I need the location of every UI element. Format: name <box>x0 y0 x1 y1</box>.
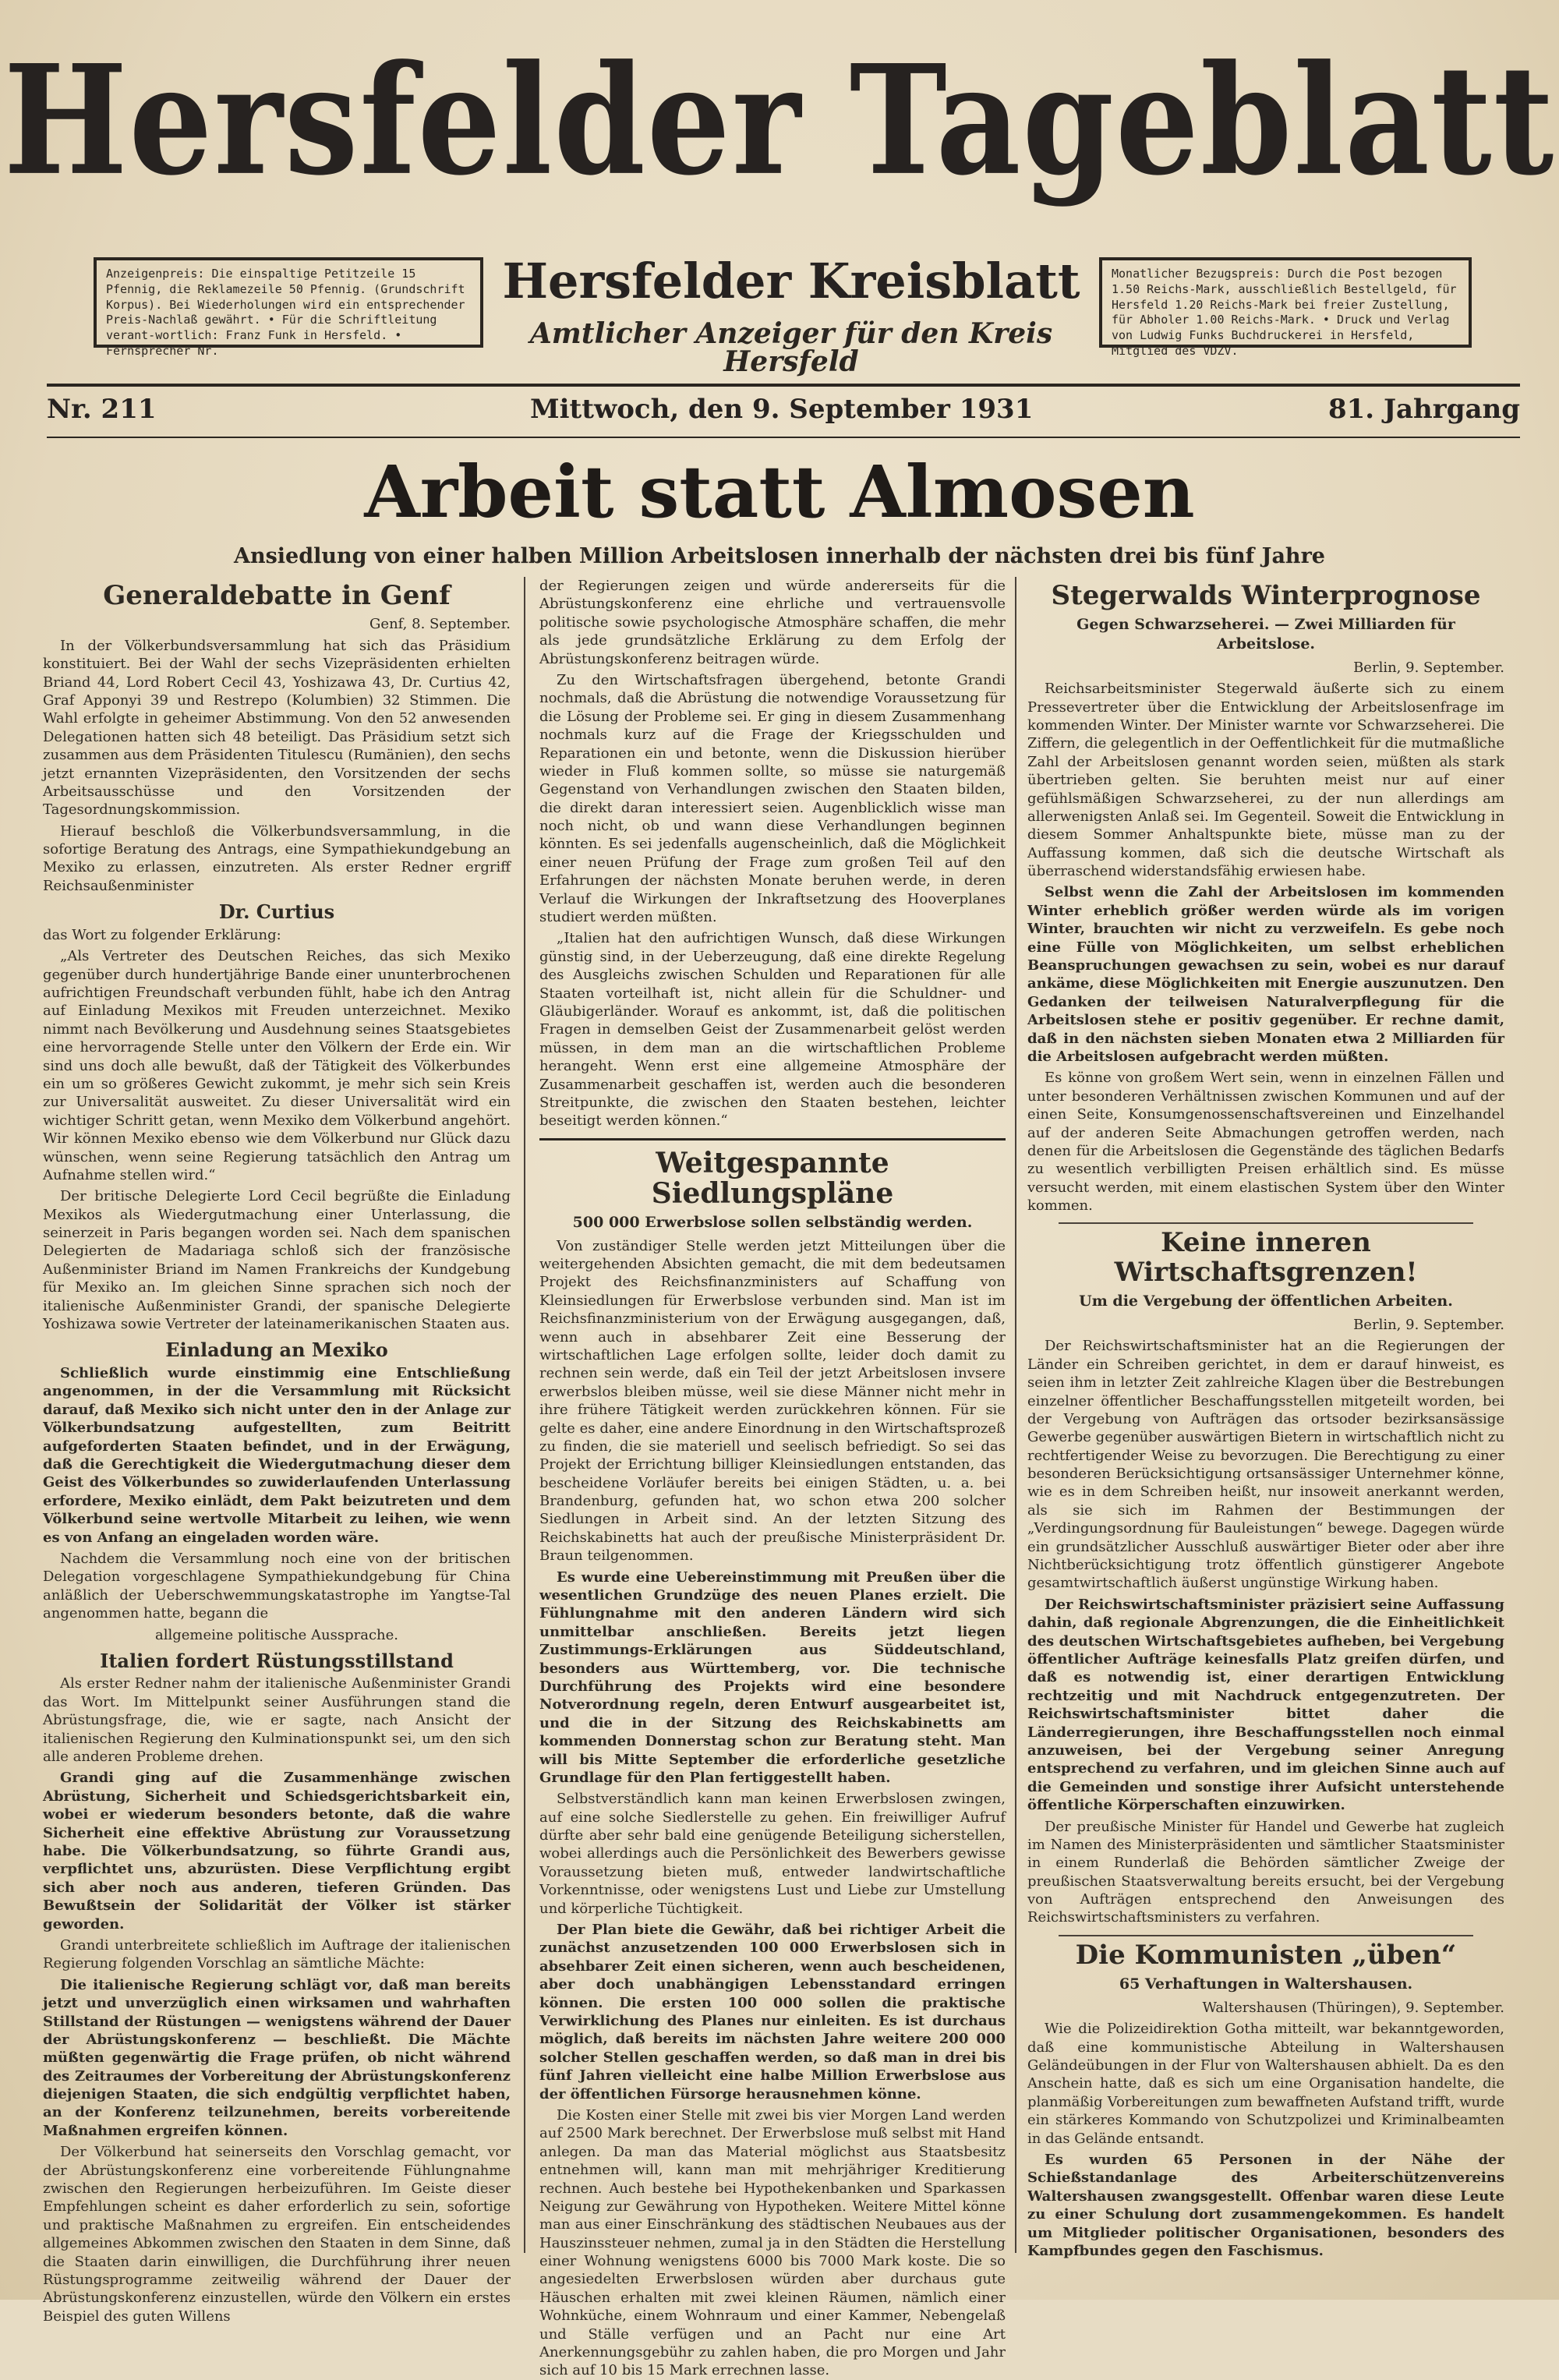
article-separator <box>1059 1935 1473 1936</box>
lead-subhead: Ansiedlung von einer halben Million Arbeitslosen innerhalb der nächsten drei bis fünf Jahre <box>234 544 1325 568</box>
article-paragraph: der Regierungen zeigen und würde andererseits für die Abrüstungskonferenz eine ehrliche und vertrauensvolle politische sowie psychologische Atmosphäre schaffen, die mehr als jede grundsätzliche Erklärung zu dem Erfolg der Abrüstungskonferenz beitragen würde. <box>539 578 1006 667</box>
article-paragraph: Der preußische Minister für Handel und Gewerbe hat zugleich im Namen des Ministerpräsidenten und sämtlicher Staatsminister in einem Runderlaß die Behörden sämtlicher Zweige der preußischen Staatsverwaltung bereits ersucht, bei der Vergebung von Aufträgen entsprechend den Anweisungen des Reichswirtschaftsministers zu verfahren. <box>1027 1818 1504 1926</box>
column-1 <box>43 577 511 2325</box>
article-paragraph: Schließlich wurde einstimmig eine Entschließung angenommen, in der die Versammlung mit Rücksicht darauf, daß Mexiko sich nicht unter den in der Anlage zur Völkerbundsatzung aufgestellten, zum Beitritt aufgeforderten Staaten befindet, und in der Erwägung, daß die Gerechtigkeit die Wiedergutmachung dieser dem Geist des Völkerbundes so zuwiderlaufenden Unterlassung erfordere, Mexiko einlädt, dem Pakt beizutreten und dem Völkerbund seine wertvolle Mitarbeit zu leihen, wie wenn es von Anfang an eingeladen worden wäre. <box>43 1365 511 1546</box>
article-headline: Weitgespannte Siedlungspläne <box>539 1138 1006 1210</box>
subscription-price-box-right: Monatlicher Bezugspreis: Durch die Post bezogen 1.50 Reichs-Mark, ausschließlich Bestellgeld, für Hersfeld 1.20 Reichs-Mark bei freier Zustellung, für Abholer 1.00 Reichs-Mark. • Druck und Verlag von Ludwig Funks Buchdruckerei in Hersfeld, Mitglied des VDZV. <box>1099 257 1472 348</box>
anzeiger-subtitle: Amtlicher Anzeiger für den Kreis Hersfeld <box>529 317 1053 378</box>
article-paragraph: das Wort zu folgender Erklärung: <box>43 926 281 943</box>
article-paragraph: „Italien hat den aufrichtigen Wunsch, daß diese Wirkungen günstig sind, in der Ueberzeugung, daß eine direkte Regelung des Ausgleichs zwischen Schulden und Reparationen für alle Staaten vorteilhaft ist, nicht allein für die Schuldner- und Gläubigerländer. Worauf es ankommt, ist, daß die politischen Fragen in demselben Geist der Zusammenarbeit gelöst werden müssen, in dem man an die wirtschaftlichen Probleme herangeht. Wenn erst eine allgemeine Atmosphäre der Zusammenarbeit geschaffen ist, werden auch die besonderen Streitpunkte, die zwischen den Staaten bestehen, leichter beseitigt werden können.“ <box>539 930 1006 1130</box>
article-kicker: 500 000 Erwerbslose sollen selbständig werden. <box>572 1213 973 1231</box>
article-dateline: Berlin, 9. September. <box>1353 659 1504 676</box>
article-paragraph: Der Völkerbund hat seinerseits den Vorschlag gemacht, vor der Abrüstungskonferenz eine vorbereitende Fühlungnahme zwischen den Regierungen herbeizuführen. Im Geiste dieser Empfehlungen scheint es daher erforderlich zu sein, sofortige und praktische Maßnahmen zu ergreifen. Ein entscheidendes allgemeines Abkommen zwischen den Staaten in dem Sinne, daß die Staaten darin einwilligen, die Durchführung ihrer neuen Rüstungsprogramme zeitweilig während der Dauer der Abrüstungskonferenz einzustellen, würde den Völkern ein erstes Beispiel des guten Willens <box>43 2144 511 2325</box>
article-paragraph: Der britische Delegierte Lord Cecil begrüßte die Einladung Mexikos als Wiedergutmachung einer Unterlassung, die seinerzeit in Paris begangen worden sei. Nach dem spanischen Delegierten de Madariaga schloß sich der französische Außenminister Briand im Namen Frankreichs der Kundgebung für Mexiko an. Im gleichen Sinne sprachen sich noch der italienische Außenminister Grandi, der spanische Delegierte Yoshizawa sowie Vertreter der lateinamerikanischen Staaten aus. <box>43 1188 511 1333</box>
column-2 <box>539 577 1006 2379</box>
article-dateline: Waltershausen (Thüringen), 9. September. <box>1202 1999 1504 2016</box>
article-paragraph: Hierauf beschloß die Völkerbundsversammlung, in die sofortige Beratung des Antrags, eine Sympathiekundgebung an Mexiko zu erlassen, einzutreten. Als erster Redner ergriff Reichsaußenminister <box>43 822 511 894</box>
article-headline: Stegerwalds Winterprognose <box>1051 580 1481 611</box>
article-paragraph: Als erster Redner nahm der italienische Außenminister Grandi das Wort. Im Mittelpunkt seiner Ausführungen stand die Abrüstungsfrage, die, wie er sagte, nach Ansicht der italienischen Regierung den Kulminationspunkt sei, um den sich alle anderen Probleme drehen. <box>43 1675 511 1766</box>
article-paragraph: Wie die Polizeidirektion Gotha mitteilt, war bekanntgeworden, daß eine kommunistische Abteilung in Waltershausen Geländeübungen in der Flur von Waltershausen abhielt. Da es den Anschein hatte, daß es sich um eine Organisation handelte, die planmäßig Vorbereitungen zum bewaffneten Aufstand trifft, wurde ein stärkeres Kommando von Schutzpolizei und Kriminalbeamten in das Gelände entsandt. <box>1027 2021 1504 2147</box>
article-headline: Keine inneren Wirtschaftsgrenzen! <box>1114 1227 1418 1288</box>
article-kicker: Um die Vergebung der öffentlichen Arbeiten. <box>1079 1293 1453 1310</box>
article-headline: Generaldebatte in Genf <box>103 580 451 611</box>
article-paragraph: allgemeine politische Aussprache. <box>155 1626 398 1643</box>
article-kicker: 65 Verhaftungen in Waltershausen. <box>1119 1975 1413 1993</box>
lead-headline: Arbeit statt Almosen <box>364 450 1195 534</box>
article-dateline: Berlin, 9. September. <box>1353 1316 1504 1333</box>
masthead-title: Hersfelder Tageblatt <box>3 31 1556 209</box>
dateline <box>47 394 1520 433</box>
article-paragraph: Nachdem die Versammlung noch eine von der britischen Delegation vorgeschlagene Sympathiekundgebung für China anläßlich der Ueberschwemmungskatastrophe im Yangtse-Tal angenommen hatte, begann die <box>43 1550 511 1622</box>
ad-price-box-left: Anzeigenpreis: Die einspaltige Petitzeile 15 Pfennig, die Reklamezeile 50 Pfennig. (Grundschrift Korpus). Bei Wiederholungen wird ein entsprechender Preis-Nachlaß gewährt. • Für die Schriftleitung verant-wortlich: Franz Funk in Hersfeld. • Fernsprecher Nr. <box>94 257 483 348</box>
article-paragraph: Es wurde eine Uebereinstimmung mit Preußen über die wesentlichen Grundzüge des neuen Planes erzielt. Die Fühlungnahme mit den anderen Ländern wird sich unmittelbar anschließen. Bereits jetzt liegen Zustimmungs-Erklärungen aus Süddeutschland, besonders aus Württemberg, vor. Die technische Durchführung des Projekts wird eine besondere Notverordnung regeln, deren Entwurf ausgearbeitet ist, und die in der Sitzung des Reichskabinetts am kommenden Donnerstag schon zur Beratung steht. Man will bis Mitte September die erforderliche gesetzliche Grundlage für den Plan fertiggestellt haben. <box>539 1568 1006 1786</box>
article-paragraph: Grandi unterbreitete schließlich im Auftrage der italienischen Regierung folgenden Vorschlag an sämtliche Mächte: <box>43 1936 511 1972</box>
article-paragraph: „Als Vertreter des Deutschen Reiches, das sich Mexiko gegenüber durch hundertjährige Bande einer ununterbrochenen aufrichtigen Freundschaft verbunden fühlt, habe ich den Antrag auf Einladung Mexikos mit Freuden unterzeichnet. Mexiko nimmt nach Bevölkerung und Ausdehnung seines Staatsgebietes eine hervorragende Stelle unter den Völkern der Erde ein. Wir sind uns doch alle bewußt, daß der Tätigkeit des Völkerbundes ein um so größeres Gewicht zukommt, je mehr sich sein Kreis zur Universalität ausweitet. Zu dieser Universalität wird ein wichtiger Schritt getan, wenn Mexiko dem Völkerbund angehört. Wir können Mexiko ebenso wie dem Völkerbund nur Glück dazu wünschen, wenn seine Regierung tatsächlich den Antrag um Aufnahme stellen wird.“ <box>43 948 511 1183</box>
volume-number: 81. Jahrgang <box>1327 394 1520 425</box>
article-headline: Die Kommunisten „üben“ <box>1075 1939 1457 1971</box>
article-paragraph: Von zuständiger Stelle werden jetzt Mitteilungen über die weitergehenden Absichten gemacht, die mit dem bedeutsamen Projekt des Reichsfinanzministers auf Schaffung von Kleinsiedlungen für Erwerbslose verbunden sind. Man ist im Reichsfinanzministerium von der Erwägung ausgegangen, daß, wenn auch in absehbarer Zeit eine Besserung der wirtschaftlichen Lage erfolgen sollte, leider doch damit zu rechnen sein werde, daß ein Teil der jetzt Arbeitslosen invsere erwerbslos bleiben müsse, weil sie diese Männer nicht mehr in ihre frühere Tätigkeit werden zurückkehren können. Für sie gelte es daher, eine andere Einordnung in den Wirtschaftsprozeß zu finden, die sie materiell und seelisch befriedigt. So sei das Projekt der Errichtung billiger Kleinsiedlungen entstanden, das bescheidene Vorläufer bereits bei einigen Städten, u. a. bei Brandenburg, gefunden hat, wo schon etwa 200 solcher Siedlungen in Arbeit sind. An der letzten Sitzung des Reichskabinetts hat auch der preußische Ministerpräsident Dr. Braun teilgenommen. <box>539 1237 1006 1565</box>
article-paragraph: Es wurden 65 Personen in der Nähe der Schießstandanlage des Arbeiterschützenvereins Waltershausen zwangsgestellt. Offenbar waren diese Leute zu einer Schulung dort zusammengekommen. Es handelt um Mitglieder politischer Organisationen, besonders des Kampfbundes gegen den Faschismus. <box>1027 2152 1504 2259</box>
article-paragraph: Zu den Wirtschaftsfragen übergehend, betonte Grandi nochmals, daß die Abrüstung die notwendige Voraussetzung für die Lösung der Probleme sei. Er ging in diesem Zusammenhang nochmals kurz auf die Frage der Kriegsschulden und Reparationen ein und betonte, wenn die Diskussion hierüber wieder in Fluß kommen sollte, so müsse sie naturgemäß Gegenstand von Verhandlungen zwischen den Staaten bilden, die direkt daran interessiert seien. Augenblicklich wisse man noch nicht, ob und wann diese Verhandlungen beginnen könnten. Es sei jedenfalls augenscheinlich, daß die Möglichkeit einer neuen Prüfung der Frage zum großen Teil auf den Erfahrungen der nächsten Monate beruhen werde, in deren Verlauf die Wirkungen der Inkraftsetzung des Hooverplanes studiert werden müßten. <box>539 671 1006 926</box>
issue-number: Nr. 211 <box>47 394 157 425</box>
article-dateline: Genf, 8. September. <box>369 616 511 633</box>
column-divider <box>524 577 525 2253</box>
article-subheading: Italien fordert Rüstungsstillstand <box>100 1649 454 1672</box>
column-3 <box>1027 577 1504 2259</box>
kreisblatt-title: Hersfelder Kreisblatt <box>502 253 1080 309</box>
article-paragraph: Der Reichswirtschaftsminister hat an die Regierungen der Länder ein Schreiben gerichtet, in dem er darauf hinweist, es seien ihm in letzter Zeit zahlreiche Klagen über die Bestrebungen einzelner öffentlicher Beschaffungsstellen mitgeteilt worden, bei der Vergebung von Aufträgen das ortsoder bezirksansässige Gewerbe gegenüber auswärtigen Bietern in wirtschaftlich nicht zu rechtfertigender Weise zu bevorzugen. Die Berechtigung zu einer besonderen Berücksichtigung ortsansässiger Unternehmer könne, wie es in dem Schreiben heißt, nur insoweit anerkannt werden, als sie sich im Rahmen der Bestimmungen der „Verdingungsordnung für Bauleistungen“ bewege. Dagegen würde ein grundsätzlicher Ausschluß auswärtiger Bieter oder aber ihre Nichtberücksichtigung trotz öffentlich günstigerer Angebote gesamtwirtschaftlich äußerst ungünstige Wirkung haben. <box>1027 1338 1504 1592</box>
dateline-rule <box>47 437 1520 438</box>
article-paragraph: Der Reichswirtschaftsminister präzisiert seine Auffassung dahin, daß regionale Abgrenzungen, die die Einheitlichkeit des deutschen Wirtschaftsgebietes aufheben, bei Vergebung öffentlicher Aufträge keinesfalls Platz greifen dürfen, und daß es notwendig ist, einer derartigen Entwicklung rechtzeitig und mit Nachdruck entgegenzutreten. Der Reichswirtschaftsminister bittet daher die Länderregierungen, ihre Beschaffungsstellen noch einmal anzuweisen, bei der Vergebung seiner Anregung entsprechend zu verfahren, und im gleichen Sinne auch auf die Gemeinden und sonstige ihrer Aufsicht unterstehende öffentliche Körperschaften einzuwirken. <box>1027 1596 1504 1814</box>
masthead-rule <box>47 384 1520 387</box>
article-paragraph: Die Kosten einer Stelle mit zwei bis vier Morgen Land werden auf 2500 Mark berechnet. Der Erwerbslose muß selbst mit Hand anlegen. Da man das Material möglichst aus Staatsbesitz entnehmen will, kann man mit mehrjähriger Kreditierung rechnen. Auch bestehe bei Hypothekenbanken und Sparkassen Neigung zur Gewährung von Hypotheken. Weitere Mittel könne man aus einer Einschränkung des städtischen Neubaues aus der Hauszinssteuer nehmen, zumal ja in den Städten die Herstellung einer Wohnung wenigstens 6000 bis 7000 Mark koste. Die so angesiedelten Erwerbslosen würden aber durchaus gute Häuschen erhalten mit zwei kleinen Räumen, nämlich einer Wohnküche, einem Wohnraum und einer Kammer, Nebengelaß und Ställe verfügen und an Pacht nur eine Art Anerkennungsgebühr zu zahlen haben, die pro Morgen und Jahr sich auf 10 bis 15 Mark errechnen lasse. <box>539 2106 1006 2379</box>
column-divider <box>1015 577 1016 2253</box>
article-paragraph: Reichsarbeitsminister Stegerwald äußerte sich zu einem Pressevertreter über die Entwicklung der Arbeitslosenfrage im kommenden Winter. Der Minister warnte vor Schwarzseherei. Die Ziffern, die gelegentlich in der Oeffentlichkeit für die mutmaßliche Zahl der Arbeitslosen genannt worden seien, müßten als stark übertrieben gelten. Sie beruhten meist nur auf einer gefühlsmäßigen Schwarzseherei, zu der nun allerdings am allerwenigsten Anlaß sei. Im Gegenteil. Soweit die Entwicklung in diesem Sommer Anhaltspunkte biete, müsse man zu der Auffassung kommen, daß sich die deutsche Wirtschaft als überraschend widerstandsfähig erwiesen habe. <box>1027 681 1504 880</box>
article-subheading: Dr. Curtius <box>218 900 335 924</box>
article-subheading: Einladung an Mexiko <box>165 1339 388 1362</box>
article-separator <box>1059 1222 1473 1224</box>
issue-date: Mittwoch, den 9. September 1931 <box>530 394 1034 425</box>
article-paragraph: Es könne von großem Wert sein, wenn in einzelnen Fällen und unter besonderen Verhältnissen zwischen Kommunen und auf der einen Seite, Konsumgenossenschaftsvereinen und Einzelhandel auf der anderen Seite Abmachungen getroffen werden, nach denen für die Arbeitslosen die Gegenstände des täglichen Bedarfs zu wesentlich verbilligten Preisen erhältlich sind. Es müsse versucht werden, mit einem elastischen System über den Winter kommen. <box>1027 1070 1504 1215</box>
article-paragraph: Selbstverständlich kann man keinen Erwerbslosen zwingen, auf eine solche Siedlerstelle zu gehen. Ein freiwilliger Aufruf dürfte aber sehr bald eine genügende Beteiligung sicherstellen, wobei allerdings auch die Persönlichkeit des Bewerbers gewisse Voraussetzung bieten muß, entweder landwirtschaftliche Vorkenntnisse, oder wenigstens Lust und Liebe zur Umstellung und körperliche Tüchtigkeit. <box>539 1791 1006 1917</box>
article-paragraph: Der Plan biete die Gewähr, daß bei richtiger Arbeit die zunächst anzusetzenden 100 000 Erwerbslosen sich in absehbarer Zeit einen sicheren, wenn auch bescheidenen, aber doch unabhängigen Lebensstandard erringen können. Die ersten 100 000 sollen die praktische Verwirklichung des Planes nur einleiten. Es ist durchaus möglich, daß bereits im nächsten Jahre weitere 200 000 solcher Stellen geschaffen werden, so daß man in drei bis fünf Jahren vielleicht eine halbe Million Erwerbslose aus der öffentlichen Fürsorge herausnehmen könne. <box>539 1922 1006 2102</box>
article-paragraph: Die italienische Regierung schlägt vor, daß man bereits jetzt und unverzüglich einen wirksamen und wahrhaften Stillstand der Rüstungen — wenigstens während der Dauer der Abrüstungskonferenz — beschließt. Die Mächte müßten gegenwärtig die Frage prüfen, ob nicht während des Zeitraumes der Vorbereitung der Abrüstungskonferenz diejenigen Staaten, die sich endgültig verpflichtet haben, an der Konferenz teilzunehmen, bereits vorbereitende Maßnahmen ergreifen können. <box>43 1976 511 2139</box>
article-paragraph: Selbst wenn die Zahl der Arbeitslosen im kommenden Winter erheblich größer werden würde als im vorigen Winter, brauchten wir nicht zu verzweifeln. Es gebe noch eine Fülle von Möglichkeiten, um selbst erheblichen Beanspruchungen gewachsen zu sein, wobei es nur darauf ankäme, diese Möglichkeiten mit Energie auszunutzen. Den Gedanken der teilweisen Naturalverpflegung für die Arbeitslosen stehe er positiv gegenüber. Er rechne damit, daß in den nächsten sieben Monaten etwa 2 Milliarden für die Arbeitslosen aufgebracht werden müßten. <box>1027 884 1504 1065</box>
article-paragraph: Grandi ging auf die Zusammenhänge zwischen Abrüstung, Sicherheit und Schiedsgerichtsbarkeit ein, wobei er wiederum besonders betonte, daß die wahre Sicherheit eine effektive Abrüstung zur Voraussetzung habe. Die Völkerbundsatzung, so führte Grandi aus, verpflichtet uns, abzurüsten. Diese Verpflichtung ergibt sich aber noch aus anderen, tieferen Gründen. Das Bewußtsein der Solidarität der Völker ist stärker geworden. <box>43 1770 511 1933</box>
article-kicker: Gegen Schwarzseherei. — Zwei Milliarden für Arbeitslose. <box>1076 616 1455 653</box>
article-paragraph: In der Völkerbundsversammlung hat sich das Präsidium konstituiert. Bei der Wahl der sechs Vizepräsidenten erhielten Briand 44, Lord Robert Cecil 43, Yoshizawa 43, Dr. Curtius 42, Graf Apponyi 39 und Restrepo (Kolumbien) 32 Stimmen. Die Wahl erfolgte in geheimer Abstimmung. Von den 52 anwesenden Delegationen hatten sich 48 beteiligt. Das Präsidium setzt sich zusammen aus dem Präsidenten Titulescu (Rumänien), den sechs jetzt ernannten Vizepräsidenten, den Vorsitzenden der sechs Arbeitsausschüsse und den Vorsitzenden der Tagesordnungskommission. <box>43 637 511 819</box>
